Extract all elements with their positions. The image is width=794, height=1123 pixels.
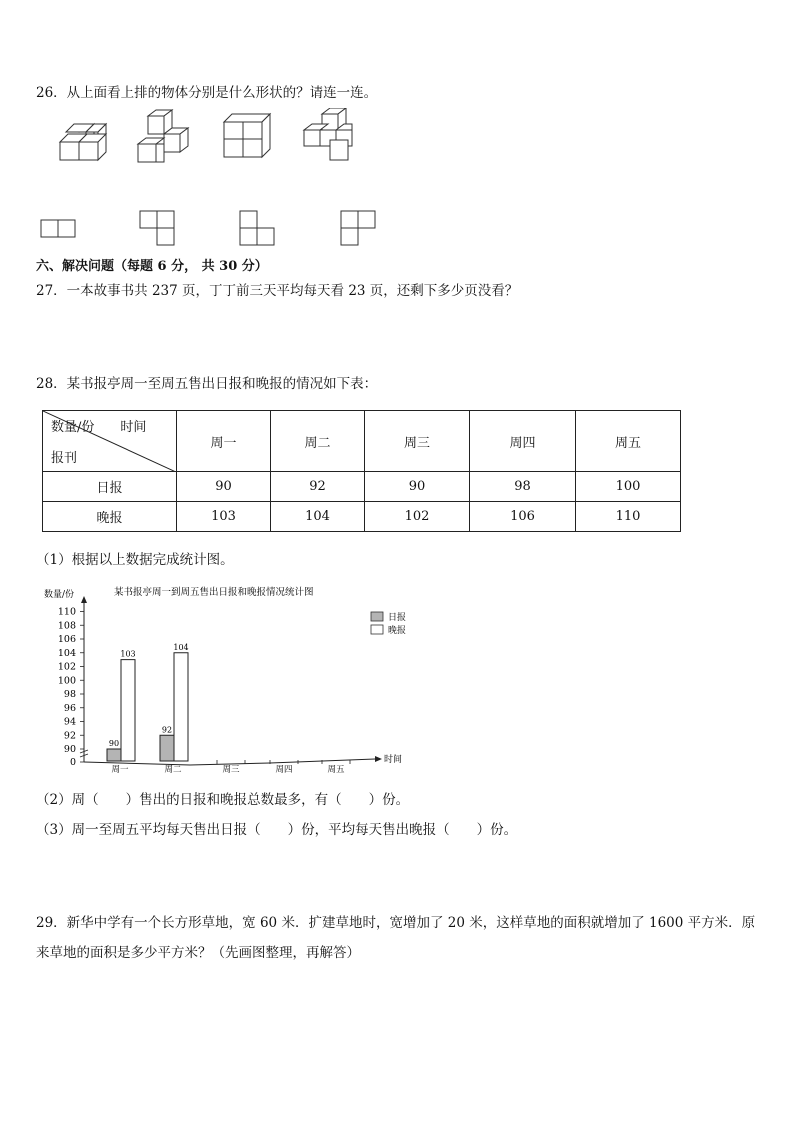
bar-evening: [174, 653, 188, 761]
question-29-line1: 29．新华中学有一个长方形草地，宽 60 米．扩建草地时，宽增加了 20 米，这样草地的面积就增加了 1600 平方米．原: [36, 915, 756, 931]
bar-value-label: 92: [161, 725, 173, 735]
cube-figure-2: [138, 110, 188, 162]
table-cell: 92: [271, 472, 365, 502]
question-28-part2: （2）周（ ）售出的日报和晚报总数最多，有（ ）份。: [36, 792, 410, 808]
chart-bars: [107, 643, 189, 761]
question-27: 27．一本故事书共 237 页，丁丁前三天平均每天看 23 页，还剩下多少页没看？: [36, 283, 519, 299]
question-28-part1: （1）根据以上数据完成统计图。: [36, 552, 234, 568]
table-cell: 103: [177, 502, 271, 532]
bar-value-label: 103: [120, 649, 136, 659]
diagonal-header-cell: [43, 411, 177, 472]
x-tick-label: 周二: [164, 765, 182, 775]
y-tick-label: 100: [57, 675, 76, 687]
top-view-1: [41, 220, 75, 237]
legend-label-evening: 晚报: [388, 626, 407, 636]
bar-chart: [30, 578, 430, 778]
row-label: 晚报: [43, 502, 177, 532]
y-tick-label: 0: [69, 757, 76, 768]
table-row: [43, 472, 681, 502]
x-tick-label: 周四: [275, 765, 293, 775]
y-tick-label: 92: [63, 730, 76, 742]
top-view-3: [240, 211, 274, 245]
header-quantity-time: 数量/份 时间: [51, 420, 147, 435]
x-ticks: [111, 760, 350, 775]
x-tick-label: 周一: [111, 765, 129, 775]
table-cell: 100: [576, 472, 681, 502]
table-cell: 98: [470, 472, 576, 502]
y-tick-label: 110: [57, 606, 76, 618]
y-tick-label: 90: [63, 744, 76, 755]
y-tick-label: 96: [63, 702, 76, 714]
table-row: [43, 502, 681, 532]
bar-daily: [107, 749, 121, 761]
bar-evening: [121, 660, 135, 761]
y-tick-label: 94: [63, 716, 76, 728]
question-26: 26．从上面看上排的物体分别是什么形状的？请连一连。: [36, 85, 378, 101]
question-28-intro: 28．某书报亭周一至周五售出日报和晚报的情况如下表：: [36, 376, 378, 392]
x-tick-label: 周三: [222, 765, 240, 775]
day-header: 周二: [271, 411, 365, 472]
header-publication: 报刊: [51, 451, 78, 466]
table-cell: 102: [365, 502, 470, 532]
y-tick-label: 108: [57, 620, 76, 632]
day-header: 周一: [177, 411, 271, 472]
section-title: 六、解决问题（每题 6 分， 共 30 分）: [36, 259, 268, 274]
table-cell: 90: [177, 472, 271, 502]
x-tick-label: 周五: [327, 765, 345, 775]
bar-daily: [160, 735, 174, 761]
top-views: [38, 208, 383, 250]
day-header: 周四: [470, 411, 576, 472]
day-header: 周三: [365, 411, 470, 472]
question-28-part3: （3）周一至周五平均每天售出日报（ ）份，平均每天售出晚报（ ）份。: [36, 822, 518, 838]
legend-swatch-daily: [371, 612, 383, 621]
cube-figure-4: [304, 108, 352, 160]
y-axis-label: 数量/份: [44, 590, 75, 600]
legend-label-daily: 日报: [388, 613, 407, 623]
legend-swatch-evening: [371, 625, 383, 634]
bar-value-label: 90: [108, 739, 120, 748]
y-tick-label: 106: [57, 634, 76, 645]
row-label: 日报: [43, 472, 177, 502]
table-cell: 104: [271, 502, 365, 532]
sales-table: [42, 410, 681, 532]
y-tick-label: 98: [63, 689, 76, 700]
x-axis-label: 时间: [384, 755, 403, 765]
cube-figure-1: [60, 124, 106, 160]
question-29-line2: 来草地的面积是多少平方米？（先画图整理，再解答）: [36, 945, 360, 961]
y-tick-label: 102: [57, 661, 76, 673]
table-cell: 90: [365, 472, 470, 502]
legend: [371, 611, 406, 636]
bar-value-label: 104: [173, 642, 189, 652]
y-tick-label: 104: [57, 647, 76, 659]
table-cell: 106: [470, 502, 576, 532]
day-header: 周五: [576, 411, 681, 472]
table-cell: 110: [576, 502, 681, 532]
cube-figures: [40, 108, 380, 168]
chart-title: 某书报亭周一到周五售出日报和晚报情况统计图: [114, 587, 314, 598]
cube-figure-3: [224, 114, 270, 157]
top-view-4: [341, 211, 375, 245]
y-ticks: [58, 607, 84, 769]
top-view-2: [140, 211, 174, 245]
